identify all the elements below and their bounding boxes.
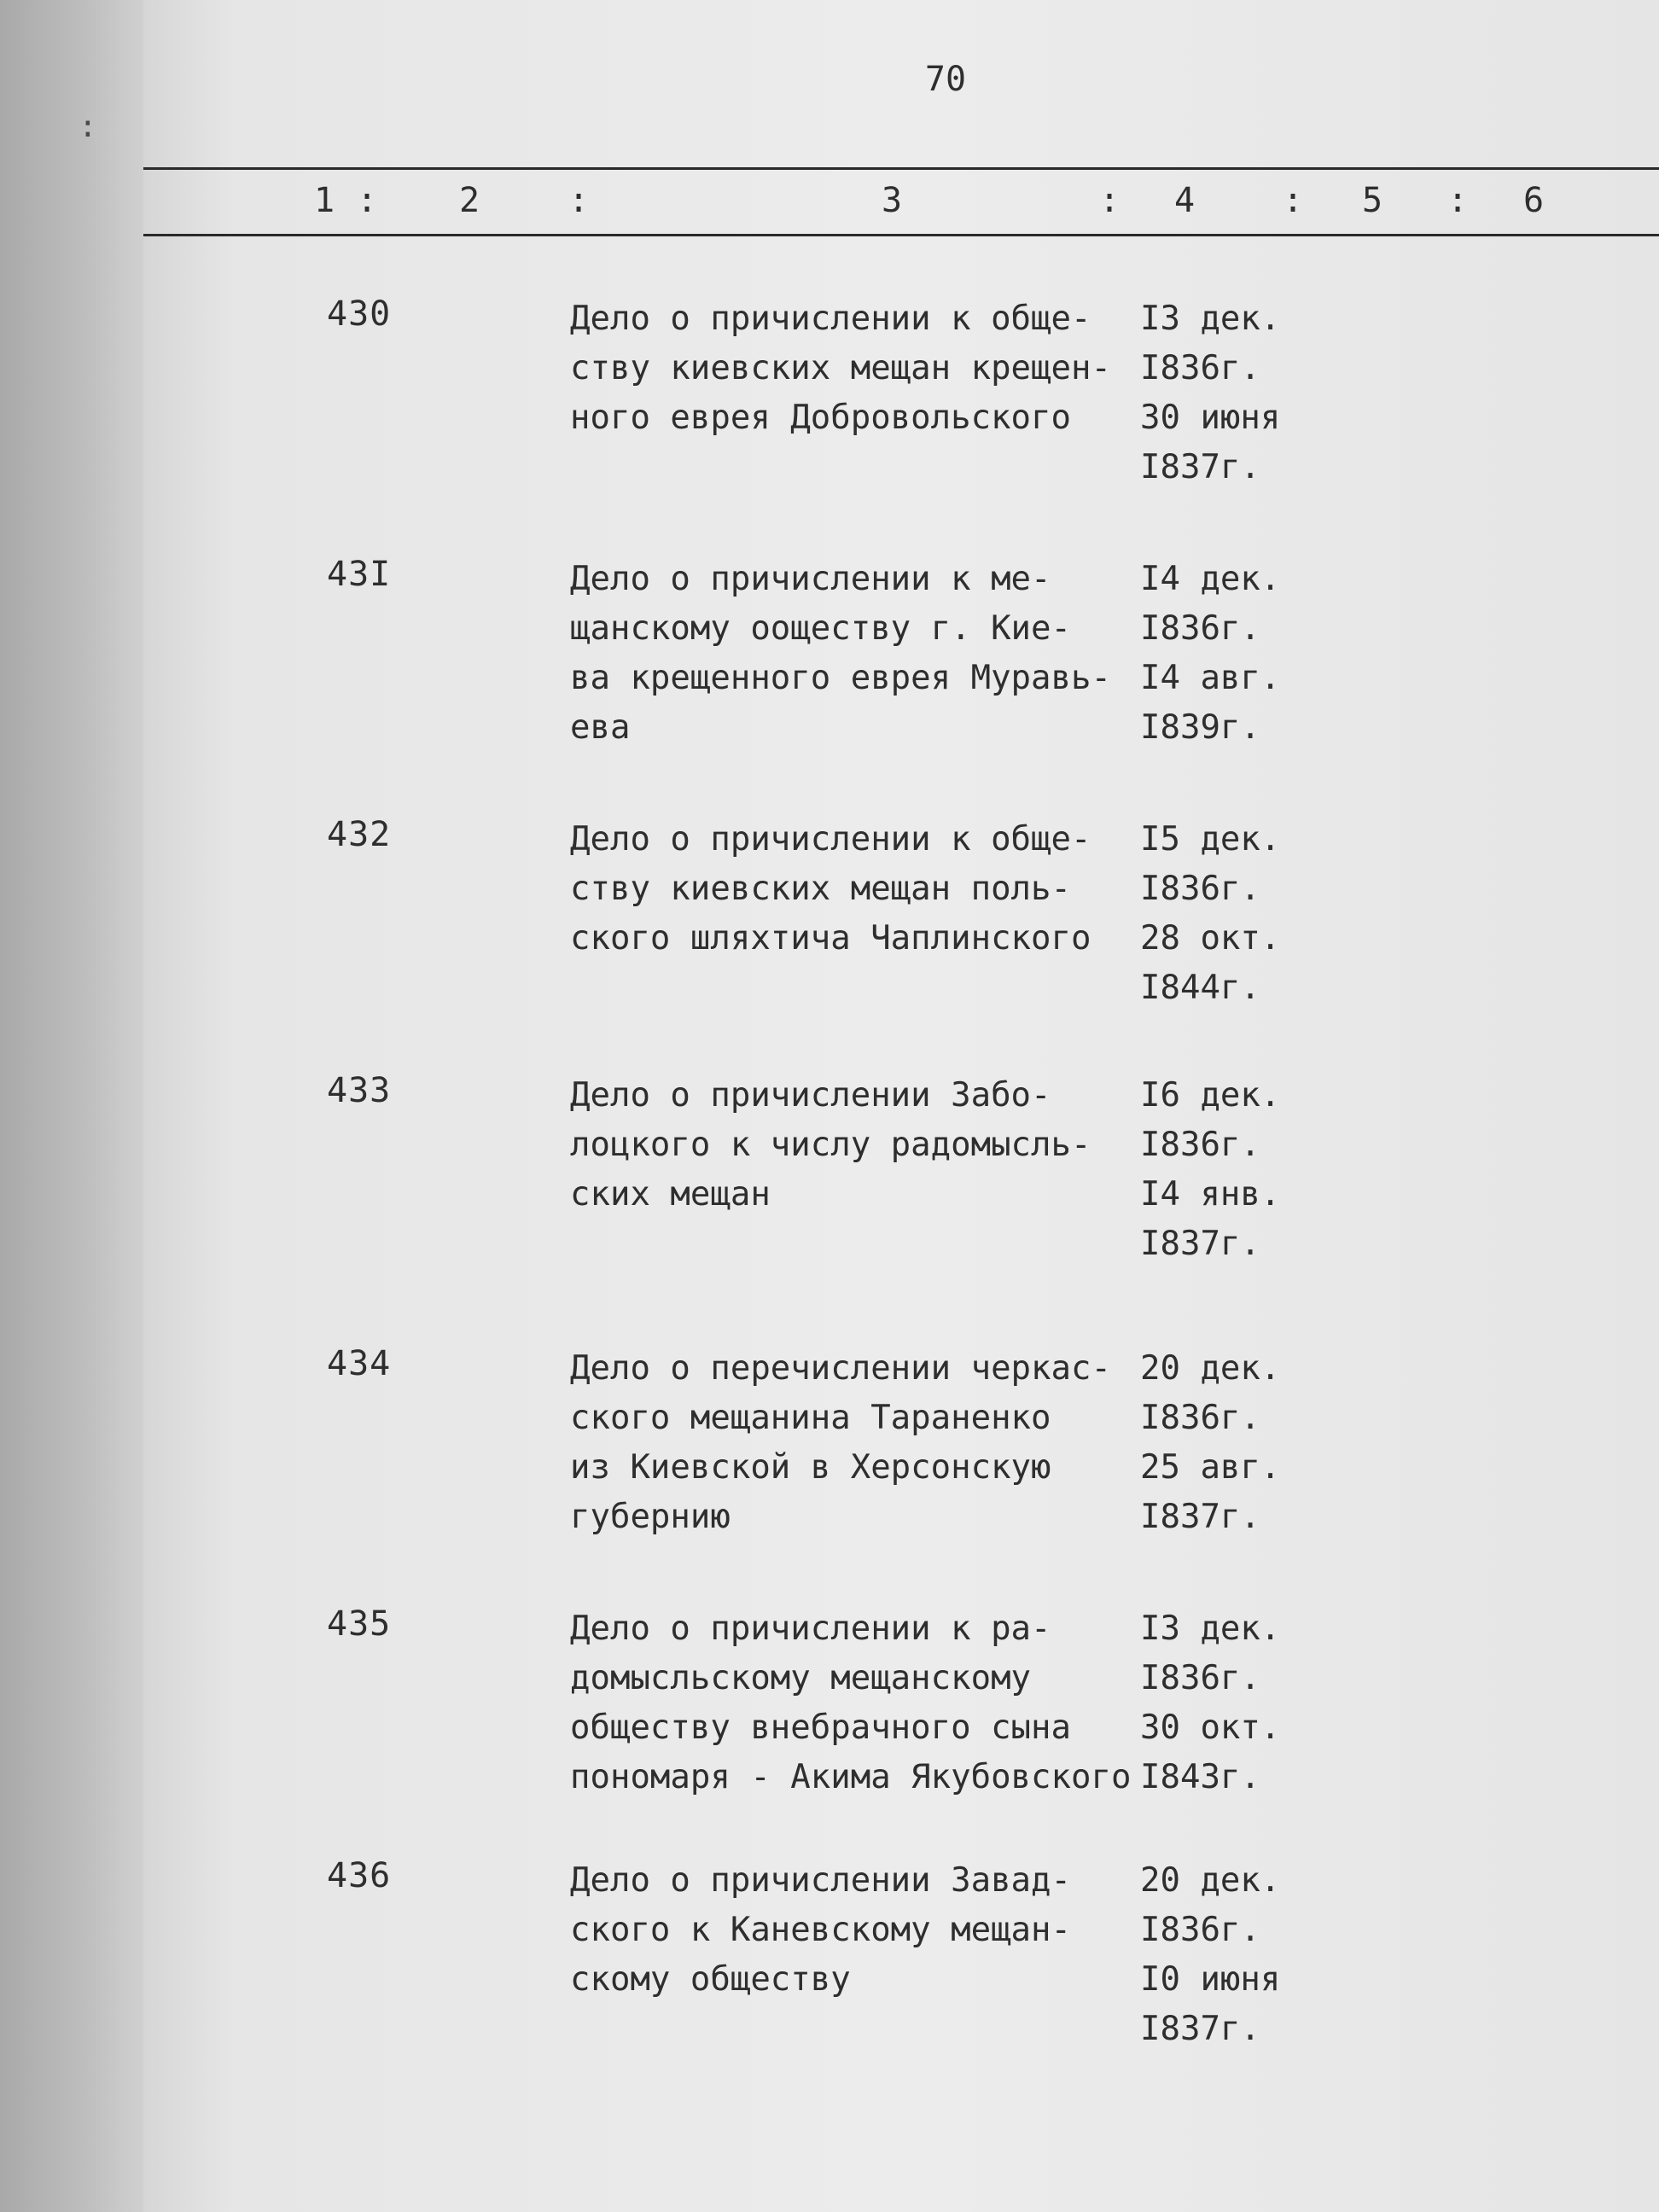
case-date-line: I3 дек.	[1140, 1610, 1281, 1648]
case-date-line: I836г.	[1140, 609, 1260, 648]
case-title-line: пономаря - Акима Якубовского	[570, 1758, 1132, 1796]
case-title-line: Дело о перечислении черкас-	[570, 1349, 1111, 1388]
case-title-line: лоцкого к числу радомысль-	[570, 1126, 1091, 1164]
case-title-line: из Киевской в Херсонскую	[570, 1448, 1051, 1487]
case-title-line: Дело о причислении к ра-	[570, 1610, 1051, 1648]
case-dates	[1140, 1344, 1464, 1542]
column-separator: :	[568, 181, 590, 220]
case-date-line: 20 дек.	[1140, 1861, 1281, 1900]
case-date-line: I837г.	[1140, 2010, 1260, 2048]
case-date-line: I6 дек.	[1140, 1076, 1281, 1115]
case-title-line: ва крещенного еврея Муравь-	[570, 659, 1111, 697]
case-dates	[1140, 1856, 1464, 2054]
case-title	[570, 555, 1167, 753]
case-date-line: I4 янв.	[1140, 1175, 1281, 1214]
case-number: 436	[327, 1856, 392, 1895]
case-title-line: губернию	[570, 1498, 731, 1536]
case-date-line: I844г.	[1140, 969, 1260, 1007]
case-date-line: I836г.	[1140, 1126, 1260, 1164]
case-date-line: 30 июня	[1140, 399, 1281, 437]
case-title-line: ству киевских мещан поль-	[570, 870, 1071, 908]
case-title-line: Дело о причислении к обще-	[570, 820, 1091, 859]
case-date-line: I5 дек.	[1140, 820, 1281, 859]
case-number: 430	[327, 294, 392, 334]
case-date-line: I836г.	[1140, 1399, 1260, 1437]
case-title-line: обществу внебрачного сына	[570, 1708, 1071, 1747]
case-date-line: I837г.	[1140, 1225, 1260, 1263]
case-title-line: ского мещанина Тараненко	[570, 1399, 1051, 1437]
case-title	[570, 815, 1167, 963]
case-date-line: 28 окт.	[1140, 919, 1281, 958]
gutter-mark: :	[79, 109, 97, 144]
case-title-line: щанскому ооществу г. Кие-	[570, 609, 1071, 648]
header-rule-bottom	[143, 234, 1659, 236]
case-title-line: ева	[570, 708, 631, 747]
case-title	[570, 1344, 1167, 1542]
column-separator: :	[1099, 181, 1121, 220]
case-date-line: I836г.	[1140, 870, 1260, 908]
case-number: 432	[327, 815, 392, 854]
case-date-line: I3 дек.	[1140, 300, 1281, 338]
case-title-line: Дело о причислении Завад-	[570, 1861, 1071, 1900]
column-separator: :	[1447, 181, 1469, 220]
column-separator: :	[357, 181, 378, 220]
case-date-line: I843г.	[1140, 1758, 1260, 1796]
case-title-line: Дело о причислении к ме-	[570, 560, 1051, 598]
column-number-1: 1	[314, 181, 335, 220]
case-date-line: 30 окт.	[1140, 1708, 1281, 1747]
case-date-line: I836г.	[1140, 1911, 1260, 1949]
case-title	[570, 1856, 1167, 2005]
case-title-line: скому обществу	[570, 1960, 851, 1999]
case-dates	[1140, 1604, 1464, 1802]
case-title-line: Дело о причислении к обще-	[570, 300, 1091, 338]
case-date-line: I4 дек.	[1140, 560, 1281, 598]
case-number: 43I	[327, 555, 392, 594]
case-number: 434	[327, 1344, 392, 1383]
case-title-line: ству киевских мещан крещен-	[570, 349, 1111, 387]
document-page	[143, 0, 1659, 2212]
case-date-line: I837г.	[1140, 1498, 1260, 1536]
case-number: 433	[327, 1071, 392, 1110]
column-number-3: 3	[882, 181, 903, 220]
case-date-line: 20 дек.	[1140, 1349, 1281, 1388]
case-title-line: Дело о причислении Забо-	[570, 1076, 1051, 1115]
case-date-line: I839г.	[1140, 708, 1260, 747]
case-date-line: I837г.	[1140, 448, 1260, 486]
case-dates	[1140, 815, 1464, 1013]
case-title-line: ских мещан	[570, 1175, 771, 1214]
case-date-line: I4 авг.	[1140, 659, 1281, 697]
case-date-line: 25 авг.	[1140, 1448, 1281, 1487]
column-number-6: 6	[1523, 181, 1545, 220]
case-title-line: ского шляхтича Чаплинского	[570, 919, 1091, 958]
column-number-2: 2	[459, 181, 480, 220]
column-number-4: 4	[1174, 181, 1196, 220]
case-title	[570, 1071, 1167, 1220]
binding-gutter	[0, 0, 149, 2212]
case-date-line: I0 июня	[1140, 1960, 1281, 1999]
column-number-5: 5	[1362, 181, 1383, 220]
case-date-line: I836г.	[1140, 1659, 1260, 1697]
case-dates	[1140, 1071, 1464, 1269]
header-rule-top	[143, 167, 1659, 170]
case-title-line: ского к Каневскому мещан-	[570, 1911, 1071, 1949]
case-dates	[1140, 294, 1464, 492]
case-title	[570, 294, 1167, 443]
case-title-line: домысльскому мещанскому	[570, 1659, 1032, 1697]
case-number: 435	[327, 1604, 392, 1644]
column-separator: :	[1283, 181, 1304, 220]
page-number: 70	[924, 60, 967, 99]
case-title	[570, 1604, 1167, 1802]
case-date-line: I836г.	[1140, 349, 1260, 387]
case-dates	[1140, 555, 1464, 753]
case-title-line: ного еврея Добровольского	[570, 399, 1071, 437]
